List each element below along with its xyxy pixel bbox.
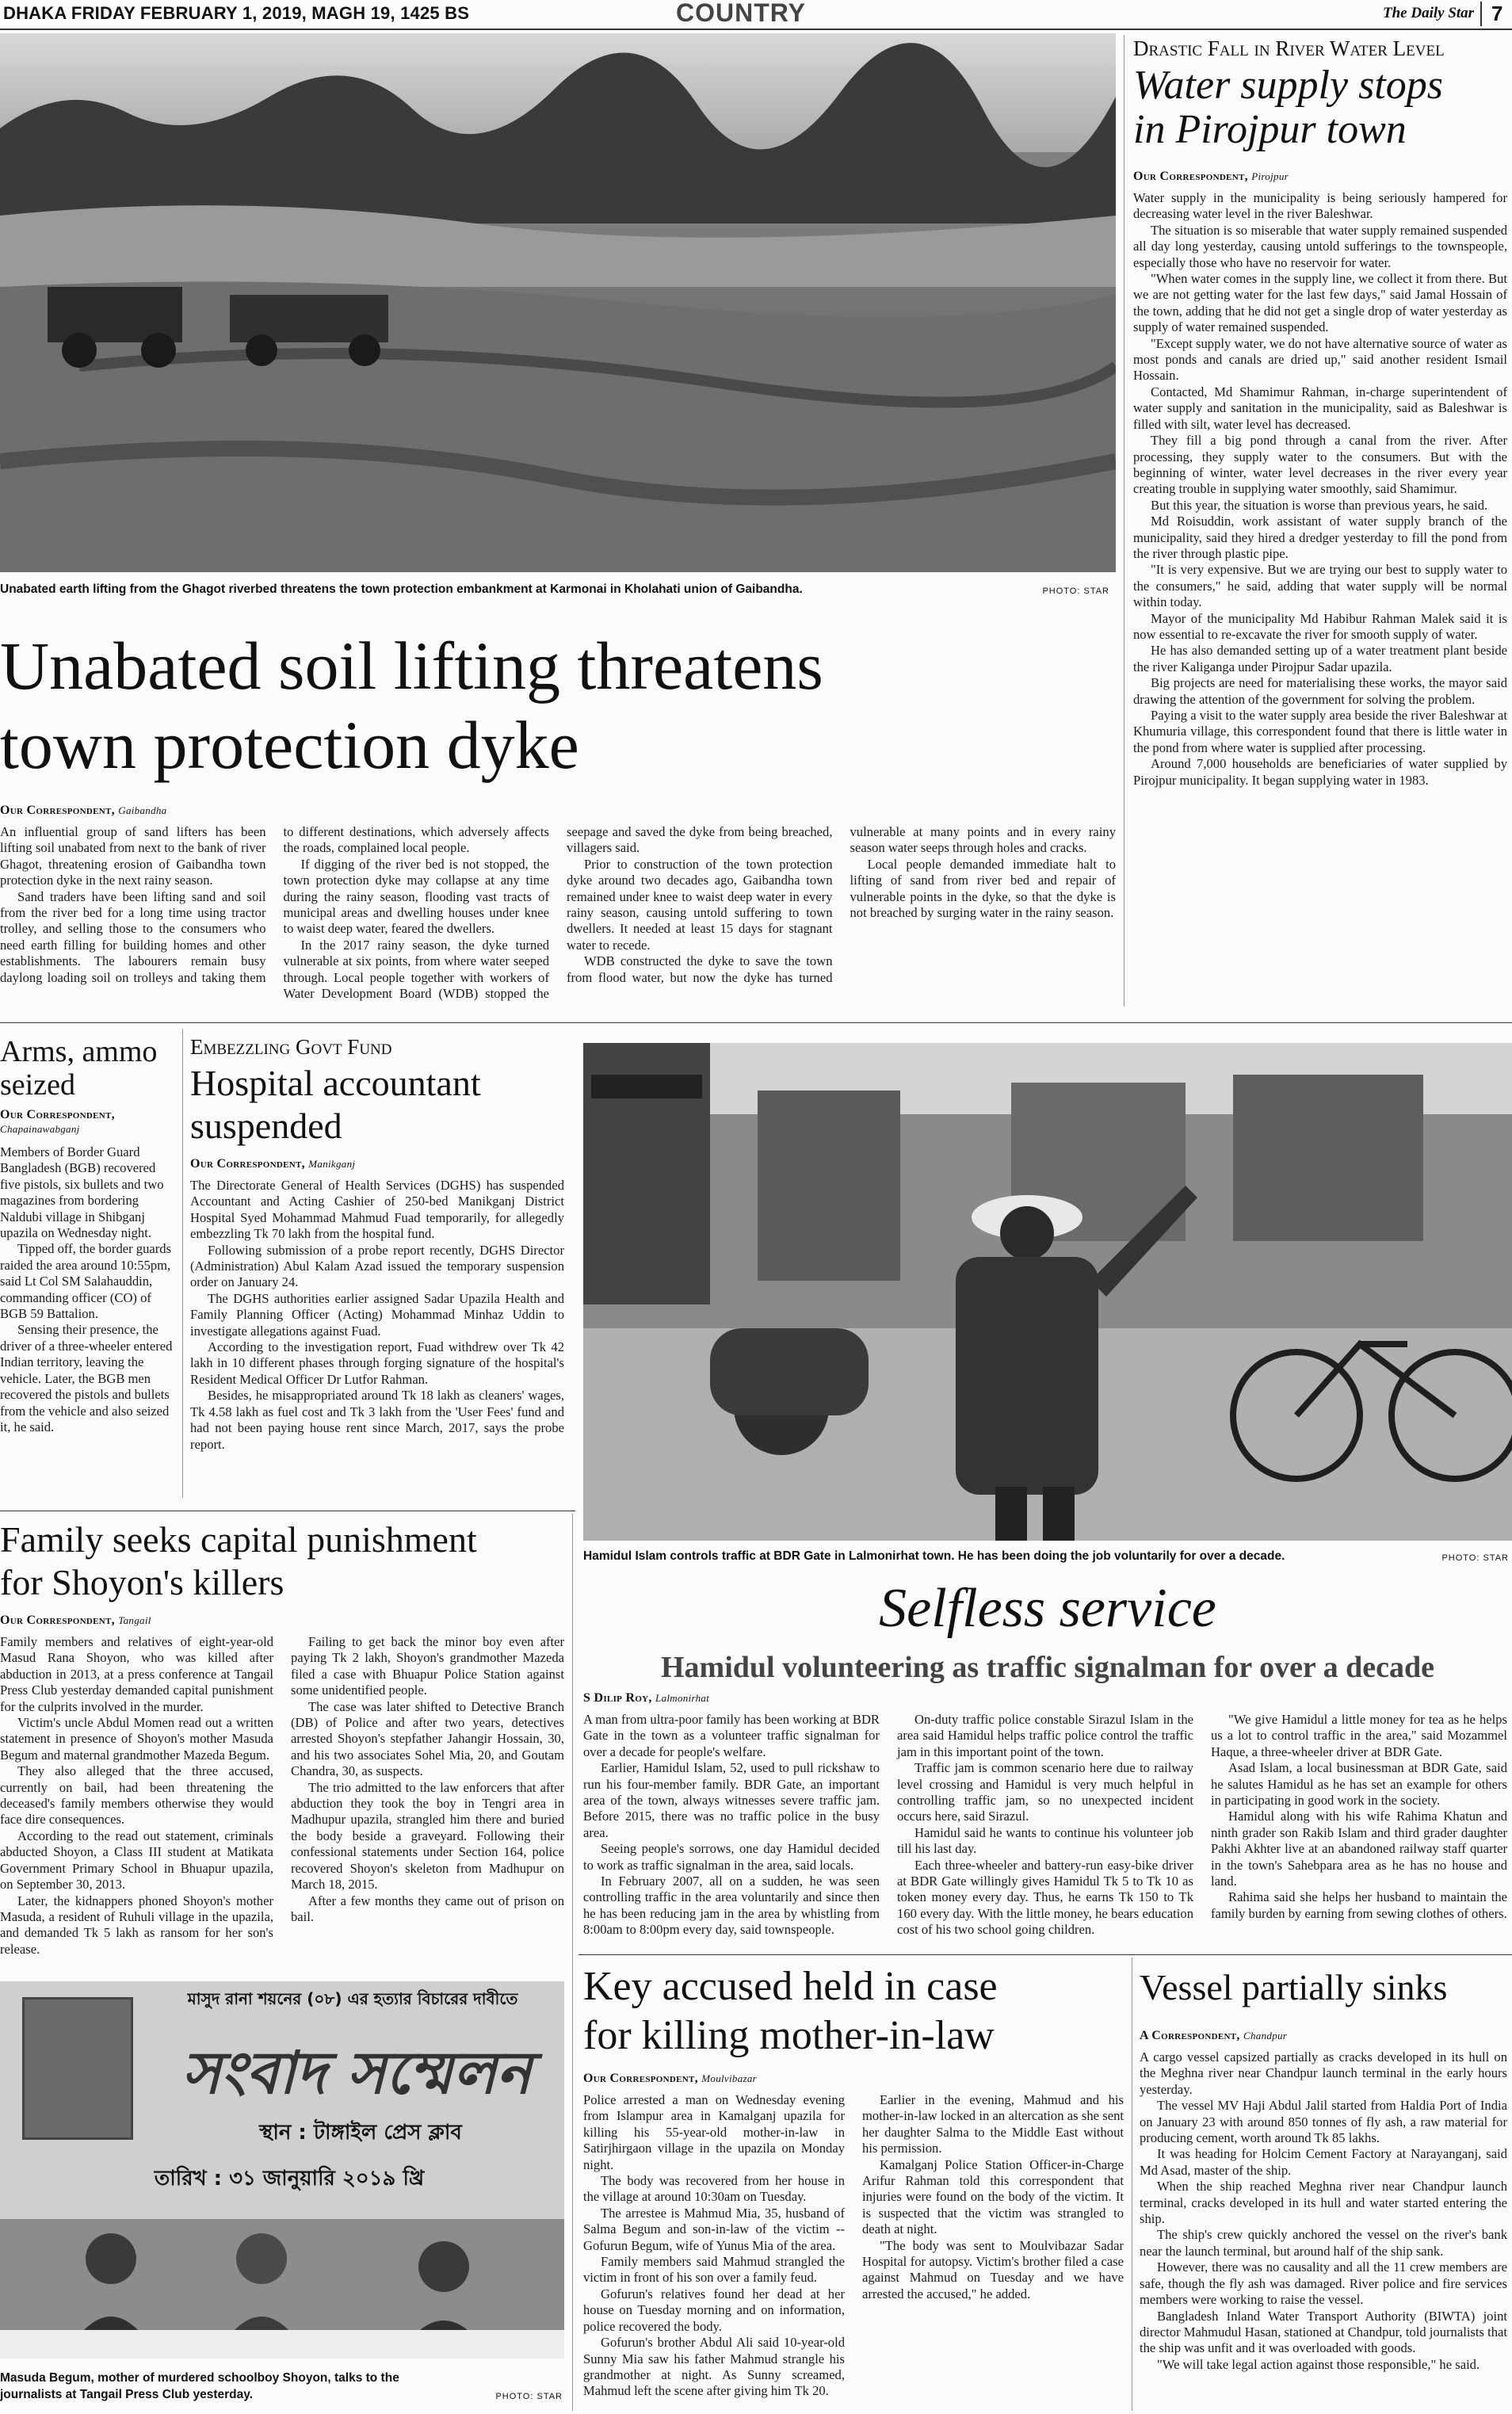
paragraph: The body was recovered from her house in the village at around 10:30am on Tuesday. [583, 2173, 845, 2205]
hospital-dateline: Manikganj [308, 1158, 356, 1170]
paragraph: The DGHS authorities earlier assigned Sadar Upazila Health and Family Planning Officer (Acting) Mohammad Minhaz Uddin to investigate allegations against Fuad. [190, 1290, 564, 1339]
water-kicker: Drastic Fall in River Water Level [1133, 36, 1445, 60]
paragraph: "It is very expensive. But we are trying our best to supply water to the consumers," he said, adding that water supply will be normal within today. [1133, 562, 1507, 610]
paragraph: After a few months they came out of prison on bail. [291, 1893, 564, 1924]
traffic-photo [583, 1043, 1512, 1541]
paragraph: He has also demanded setting up of a water treatment plant beside the river Kaliganga under Pirojpur Sadar upazila. [1133, 643, 1507, 674]
riverbed-photo-caption: Unabated earth lifting from the Ghagot riverbed threatens the town protection embankment at Karmonai in Kholahati union of Gaibandha. [0, 582, 803, 596]
arms-headline-line2: seized [0, 1068, 75, 1102]
water-dateline: Pirojpur [1251, 170, 1289, 182]
water-headline-line2: in Pirojpur town [1133, 107, 1407, 152]
paragraph: Seeing people's sorrows, one day Hamidul decided to work as traffic signalman in the area, said locals. [583, 1841, 880, 1873]
riverbed-photo-credit: PHOTO: STAR [1042, 586, 1109, 596]
paragraph: However, there was no causality and all the 11 crew members are safe, though the fly ash was damaged. River police and fire services members were working to raise the vessel. [1140, 2259, 1507, 2308]
paragraph: Victim's uncle Abdul Momen read out a written statement in presence of Shoyon's mother Masuda Begum and maternal grandmother Mazeda Begum. [0, 1715, 273, 1763]
key-body [583, 2092, 1124, 2409]
hospital-headline-line2: suspended [190, 1106, 342, 1146]
soil-headline-line2: town protection dyke [0, 707, 579, 783]
arms-body [0, 1144, 174, 1496]
soil-body [0, 824, 1116, 1008]
paragraph: "The body was sent to Moulvibazar Sadar Hospital for autopsy. Victim's brother filed a case against Mahmud on Tuesday and we have arrested the accused," he added. [862, 2237, 1124, 2301]
press-conference-caption: Masuda Begum, mother of murdered schoolboy Shoyon, talks to the journalists at Tangail Press Club yesterday. [0, 2371, 399, 2401]
paragraph: According to the read out statement, criminals abducted Shoyon, a Class III student at Matikata Government Primary School in Bhuapur upazila, on September 30, 2013. [0, 1828, 273, 1893]
paragraph: Big projects are need for materialising these works, the mayor said drawing the attention of the government for solving the problem. [1133, 675, 1507, 707]
paragraph: On-duty traffic police constable Sirazul Islam in the area said Hamidul helps traffic police control the traffic jam in this important point of the town. [897, 1712, 1193, 1759]
traffic-photo-caption: Hamidul Islam controls traffic at BDR Gate in Lalmonirhat town. He has been doing the job voluntarily for over a decade. [583, 1549, 1285, 1563]
paragraph: Members of Border Guard Bangladesh (BGB) recovered five pistols, six bullets and two magazines from bordering Naldubi village in Shibganj upazila on Wednesday night. [0, 1144, 164, 1241]
banner-venue-text: স্থান : টাঙ্গাইল প্রেস ক্লাব [259, 2121, 462, 2145]
paragraph: Besides, he misappropriated around Tk 18 lakh as cleaners' wages, Tk 4.58 lakh as fuel cost and Tk 3 lakh from the 'User Fees' fund and had not been paying house rent since March, 2017, says the probe report. [190, 1388, 564, 1452]
paragraph: Around 7,000 households are beneficiaries of water supplied by Pirojpur municipality. It began supplying water in 1983. [1133, 756, 1507, 788]
paragraph: The ship's crew quickly anchored the vessel on the river's bank near the launch terminal, but around half of the ship sank. [1140, 2227, 1507, 2259]
paragraph: In the 2017 rainy season, the dyke turned vulnerable at six points, from where water seeped through. Local people together with workers of Water Development Board (WDB) stopped the seepage and saved the dyke from being breached, villagers said. [283, 824, 833, 1002]
paragraph: According to the investigation report, Fuad withdrew over Tk 42 lakh in 10 different phases through forging signature of the hospital's Resident Medical Officer Dr Lutfor Rahman. [190, 1339, 564, 1387]
column-divider [182, 1029, 183, 1498]
masthead [0, 0, 1512, 30]
paragraph: Later, the kidnappers phoned Shoyon's mother Masuda, a resident of Ruhuli village in the upazila, and demanded Tk 5 lakh as ransom for her son's release. [0, 1893, 273, 1957]
paragraph: The case was later shifted to Detective Branch (DB) of Police and after two years, detectives arrested Shoyon's stepfather Jahangir Hossain, 30, and his two associates Sohel Mia, 20, and Goutam Chandra, 30, as suspects. [291, 1698, 564, 1779]
paragraph: The vessel MV Haji Abdul Jalil started from Haldia Port of India on January 23 with around 850 tonnes of fly ash, a raw material for producing cement, worth around Tk 85 lakhs. [1140, 2098, 1507, 2146]
paragraph: Each three-wheeler and battery-run easy-bike driver at BDR Gate willingly gives Hamidul Tk 5 to Tk 10 as token money every day. Thus, he earns Tk 150 to Tk 160 every day. With the little money, he bears education cost of his two school going children. [897, 1857, 1193, 1938]
paragraph: Tipped off, the border guards raided the area around 10:55pm, said Lt Col SM Salahauddin, commanding officer (CO) of BGB 59 Battalion. [0, 1241, 172, 1322]
soil-byline [0, 804, 269, 818]
paragraph: Traffic jam is common scenario here due to railway level crossing and Hamidul is very much helpful in controlling traffic jam, so no unexpected incident occurs here, said Sirazul. [897, 1760, 1193, 1824]
paragraph: Local people demanded immediate halt to lifting of sand from river bed and repair of vulnerable points in the dyke, so that the dyke is not breached by surging water in the rainy season. [850, 856, 1116, 921]
traffic-photo-credit: PHOTO: STAR [1441, 1553, 1509, 1563]
column-divider [572, 1514, 573, 2411]
page-number: 7 [1480, 2, 1502, 26]
riverbed-photo-image [0, 33, 1116, 572]
paragraph: Water supply in the municipality is being seriously hampered for decreasing water level in the river Baleshwar. [1133, 190, 1507, 222]
key-headline-line1: Key accused held in case [583, 1964, 998, 2009]
paragraph: The trio admitted to the law enforcers that after abduction they took the boy in Tengri area in Madhupur upazila, strangled him there and buried the body beside a graveyard. Following their confessional statements under Section 164, police recovered Shoyon's skeleton from Madhupur on March 18, 2015. [291, 1779, 564, 1893]
paragraph: In February 2007, all on a sudden, he was seen controlling traffic in the area voluntarily and since then he has been reducing jam in the area by whistling from 8:00am to 8:00pm every day, said townspeople. [583, 1874, 880, 1938]
selfless-headline: Selfless service [879, 1578, 1216, 1639]
water-headline [1133, 63, 1512, 152]
paragraph: Sand traders have been lifting sand and soil from the river bed for a long time using tractor trolley, and selling those to the consumers who need earth filling for building homes and other establishments. The labourers remain busy daylong loading soil on trolleys and taking them to different destinations, which adversely affects the roads, complained local people. [0, 824, 549, 985]
paragraph: Hamidul along with his wife Rahima Khatun and ninth grader son Rakib Islam and third grader daughter Pakhi Akhter live at an abandoned railway staff quarter in the town's Sahebpara area as he has no house and land. [1211, 1809, 1507, 1889]
family-headline [0, 1518, 575, 1604]
banner-main-text: সংবাদ সম্মেলন [181, 2039, 532, 2107]
paragraph: It was heading for Holcim Cement Factory at Narayanganj, said Md Asad, master of the ship. [1140, 2146, 1507, 2178]
paragraph: The arrestee is Mahmud Mia, 35, husband of Salma Begum and son-in-law of the victim -- Gofurun Begum, wife of Yunus Mia of the area. [583, 2205, 845, 2253]
key-headline [583, 1962, 1138, 2061]
paragraph: Contacted, Md Shamimur Rahman, in-charge superintendent of water supply and sanitation in the municipality, said as Baleshwar is filled with silt, water level has decreased. [1133, 384, 1507, 432]
hospital-headline [190, 1062, 571, 1148]
paragraph: Following submission of a probe report recently, DGHS Director (Administration) Abul Kalam Azad issued the temporary suspension order on January 24. [190, 1242, 564, 1290]
water-byline [1133, 170, 1506, 184]
paragraph: They fill a big pond through a canal from the river. After processing, they supply water to the consumers. But with the beginning of winter, water level decreases in the river every year creating trouble in supplying water smoothly, said Shamimur. [1133, 433, 1507, 497]
paragraph: Asad Islam, a local businessman at BDR Gate, said he salutes Hamidul as he has set an example for others in participating in good work in the society. [1211, 1760, 1507, 1809]
paragraph: But this year, the situation is worse than previous years, he said. [1151, 497, 1488, 513]
press-conference-people [0, 2219, 564, 2359]
paragraph: Rahima said she helps her husband to maintain the family burden by earning from sewing clothes of others. [1211, 1889, 1507, 1921]
press-conference-credit: PHOTO: STAR [495, 2392, 563, 2401]
family-dateline: Tangail [118, 1614, 151, 1626]
traffic-photo-image [583, 1043, 1512, 1541]
arms-headline-line1: Arms, ammo [0, 1035, 158, 1068]
vessel-body [1140, 2049, 1507, 2409]
key-dateline: Moulvibazar [701, 2072, 758, 2084]
paragraph: A man from ultra-poor family has been working at BDR Gate in the town as a volunteer traffic signalman for over a decade for people's welfare. [583, 1712, 880, 1759]
paragraph: Family members said Mahmud strangled the victim in front of his son over a family feud. [583, 2254, 845, 2286]
paragraph: Sensing their presence, the driver of a three-wheeler entered Indian territory, leaving the vehicle. Later, the BGB men recovered the pistols and bullets from the vehicle and also seized it, he said. [0, 1322, 173, 1434]
water-body [1133, 190, 1507, 1006]
vessel-byline [1140, 2029, 1504, 2043]
arms-byline [0, 1108, 174, 1136]
key-headline-line2: for killing mother-in-law [583, 2013, 995, 2058]
soil-byline-name: Our Correspondent, [0, 804, 115, 817]
riverbed-photo [0, 33, 1116, 572]
paragraph: Mayor of the municipality Md Habibur Rahman Malek said it is now essential to re-excavate the river for smooth supply of water. [1133, 610, 1507, 642]
paragraph: Failing to get back the minor boy even after paying Tk 2 lakh, Shoyon's grandmother Mazeda filed a case with Bhuapur Police Station against some unidentified people. [291, 1634, 564, 1698]
arms-dateline: Chapainawabganj [0, 1123, 80, 1135]
soil-headline-line1: Unabated soil lifting threatens [0, 628, 823, 704]
masthead-date: DHAKA FRIDAY FEBRUARY 1, 2019, MAGH 19, 1425 BS [3, 3, 470, 23]
vessel-byline-name: A Correspondent, [1140, 2029, 1240, 2042]
arms-byline-name: Our Correspondent, [0, 1108, 115, 1121]
paper-logo: The Daily Star [1383, 5, 1475, 21]
paragraph: Hamidul said he wants to continue his volunteer job till his last day. [897, 1824, 1193, 1857]
banner-date-text: তারিখ : ৩১ জানুয়ারি ২০১৯ খ্রি [154, 2167, 425, 2191]
selfless-dateline: Lalmonirhat [655, 1692, 710, 1704]
section-name: COUNTRY [675, 0, 807, 27]
paragraph: If digging of the river bed is not stopped, the town protection dyke may collapse at any time during the rainy season, flooding vast tracts of municipal areas and dwelling houses under knee to waist deep water, feared the dwellers. [283, 856, 549, 937]
hospital-headline-line1: Hospital accountant [190, 1063, 481, 1103]
key-byline-name: Our Correspondent, [583, 2072, 698, 2085]
hospital-byline [190, 1157, 563, 1171]
paragraph: "When water comes in the supply line, we collect it from there. But we are not getting water for the last few days," said Jamal Hossain of the town, adding that he did not get a single drop of water yesterday as supply of water remained suspended. [1133, 271, 1507, 335]
paragraph: Prior to construction of the town protection dyke around two decades ago, Gaibandha town remained under knee to waist deep water in every rainy season, causing untold suffering to town dwellers. It needed at least 15 days for stagnant water to recede. [567, 856, 833, 953]
selfless-byline-name: S Dilip Roy, [583, 1691, 652, 1705]
section-divider [0, 1022, 1512, 1023]
banner-top-text: মাসুদ রানা শয়নের (০৮) এর হত্যার বিচারের দাবীতে [187, 1989, 518, 2008]
paragraph: Earlier in the evening, Mahmud and his mother-in-law locked in an altercation as she sent her daughter Salma to the Middle East without his permission. [862, 2092, 1124, 2156]
vessel-dateline: Chandpur [1243, 2030, 1288, 2042]
banner [0, 1981, 564, 2219]
paragraph: They also alleged that the three accused, currently on bail, had been threatening the deceased's family members otherwise they would face dire consequences. [0, 1763, 273, 1828]
paragraph: The Directorate General of Health Services (DGHS) has suspended Accountant and Acting Cashier of 250-bed Manikganj District Hospital Syed Mohammad Mahmud Fuad temporarily, for allegedly embezzling Tk 70 lakh from the hospital fund. [190, 1178, 564, 1242]
paragraph: Kamalganj Police Station Officer-in-Charge Arifur Rahman told this correspondent that injuries were found on the body of the victim. It is suspected that the victim was strangled to death at night. [862, 2156, 1124, 2237]
paragraph: When the ship reached Meghna river near Chandpur launch terminal, cracks developed in its hull and water started entering the ship. [1140, 2179, 1507, 2227]
selfless-byline [583, 1691, 884, 1705]
hospital-body [190, 1178, 564, 1496]
hospital-byline-name: Our Correspondent, [190, 1157, 305, 1171]
paragraph: Gofurun's relatives found her dead at her house on Tuesday morning and on information, police recovered the body. [583, 2286, 845, 2334]
paragraph: "Except supply water, we do not have alternative source of water as most ponds and canals are dried up," said another resident Ismail Hossain. [1133, 335, 1507, 384]
paragraph: Bangladesh Inland Water Transport Authority (BIWTA) joint director Mahmudul Hasan, stationed at Chandpur, told journalists that the ship was unfit and it was overloaded with goods. [1140, 2308, 1507, 2356]
family-byline-name: Our Correspondent, [0, 1614, 115, 1627]
paragraph: WDB constructed the dyke to save the town from flood water, but now the dyke has turned vulnerable at many points and in every rainy season water seeps through holes and cracks. [567, 824, 1116, 985]
vessel-headline: Vessel partially sinks [1140, 1967, 1448, 2007]
victim-portrait [22, 1997, 133, 2140]
soil-headline [0, 626, 1116, 785]
paragraph: Earlier, Hamidul Islam, 52, used to pull rickshaw to run his four-member family. BDR Gate, an important area of the town, always witnesses severe traffic jam. Before 2015, there was no traffic police in the busy area. [583, 1760, 880, 1840]
water-byline-name: Our Correspondent, [1133, 170, 1248, 183]
hospital-kicker: Embezzling Govt Fund [190, 1035, 392, 1059]
paragraph: Paying a visit to the water supply area beside the river Baleshwar at Khumuria village, this correspondent found that there is little water in the pond from where water is supplied after processing. [1133, 708, 1507, 755]
paragraph: The situation is so miserable that water supply remained suspended all day long yesterday, causing untold sufferings to the townspeople, especially those who have no reservoir for water. [1133, 222, 1507, 270]
selfless-body [583, 1712, 1507, 1946]
paragraph: Family members and relatives of eight-year-old Masud Rana Shoyon, who was killed after abduction in 2013, at a press conference at Tangail Press Club yesterday demanded capital punishment for the culprits involved in the murder. [0, 1634, 273, 1714]
arms-headline [0, 1035, 174, 1102]
paragraph: "We give Hamidul a little money for tea as he helps us a lot to control traffic in the area," said Mozammel Haque, a three-wheeler driver at BDR Gate. [1211, 1712, 1507, 1759]
key-byline [583, 2072, 900, 2086]
press-conference-photo [0, 1981, 564, 2359]
family-body [0, 1634, 564, 1965]
paragraph: Police arrested a man on Wednesday evening from Islampur area in Kamalganj upazila for killing his 55-year-old mother-in-law in Satirjhirgaon village in the upazila on Monday night. [583, 2092, 845, 2172]
paragraph: A cargo vessel capsized partially as cracks developed in its hull on the Meghna river near Chandpur launch terminal in the early hours yesterday. [1140, 2049, 1507, 2097]
family-headline-line2: for Shoyon's killers [0, 1562, 284, 1602]
water-headline-line1: Water supply stops [1133, 63, 1443, 108]
family-headline-line1: Family seeks capital punishment [0, 1519, 477, 1560]
section-divider [578, 1954, 1512, 1955]
soil-dateline: Gaibandha [118, 804, 167, 816]
paragraph: Md Roisuddin, work assistant of water supply branch of the municipality, said they hired a dredger yesterday to fill the pond from the river through plastic pipe. [1133, 514, 1507, 561]
paragraph: An influential group of sand lifters has been lifting soil unabated from next to the bank of river Ghagot, threatening erosion of Gaibandha town protection dyke in the next rainy season. [0, 824, 266, 888]
selfless-subhead: Hamidul volunteering as traffic signalman for over a decade [661, 1651, 1434, 1684]
family-byline [0, 1614, 269, 1628]
paragraph: "We will take legal action against those responsible," he said. [1157, 2356, 1480, 2372]
paragraph: Gofurun's brother Abdul Ali said 10-year-old Sunny Mia saw his father Mahmud strangle his grandmother at night. As Sunny screamed, Mahmud left the scene after giving him Tk 20. [583, 2335, 845, 2399]
